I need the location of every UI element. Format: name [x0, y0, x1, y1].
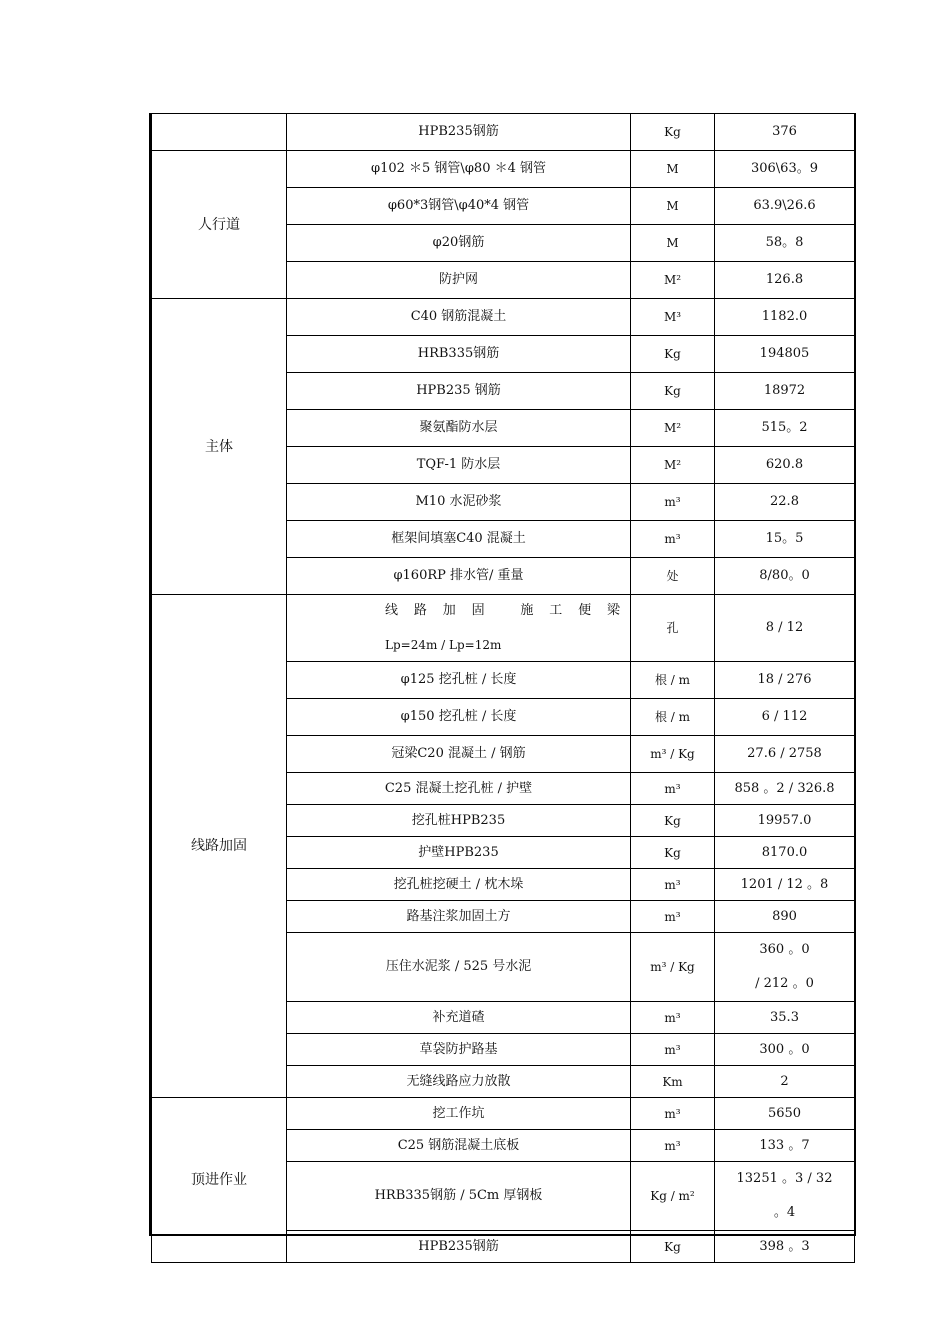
unit-cell: Kg — [631, 805, 715, 837]
quantity-cell: 18972 — [715, 373, 855, 410]
quantity-cell: 398 。3 — [715, 1231, 855, 1263]
unit-cell: Kg — [631, 373, 715, 410]
unit-cell: Kg — [631, 1231, 715, 1263]
quantity-cell: 5650 — [715, 1098, 855, 1130]
item-cell: 挖孔桩挖硬土 / 枕木垛 — [287, 869, 631, 901]
unit-cell: M — [631, 225, 715, 262]
item-cell: HRB335钢筋 / 5Cm 厚钢板 — [287, 1162, 631, 1231]
quantity-cell: 1182.0 — [715, 299, 855, 336]
item-cell: HPB235 钢筋 — [287, 373, 631, 410]
item-cell: M10 水泥砂浆 — [287, 484, 631, 521]
item-cell: 压住水泥浆 / 525 号水泥 — [287, 933, 631, 1002]
item-cell: 聚氨酯防水层 — [287, 410, 631, 447]
unit-cell: m³ — [631, 521, 715, 558]
quantity-line-1: 13251 。3 / 32 — [736, 1171, 833, 1186]
quantity-cell: 8170.0 — [715, 837, 855, 869]
quantity-cell: 515。2 — [715, 410, 855, 447]
unit-cell: M² — [631, 262, 715, 299]
quantity-cell: 620.8 — [715, 447, 855, 484]
category-cell: 人行道 — [152, 151, 287, 299]
unit-cell: m³ — [631, 773, 715, 805]
unit-cell: Kg — [631, 837, 715, 869]
item-cell: C25 钢筋混凝土底板 — [287, 1130, 631, 1162]
item-cell: HRB335钢筋 — [287, 336, 631, 373]
unit-cell: 根 / m — [631, 699, 715, 736]
table-row — [152, 114, 855, 151]
category-cell — [152, 114, 287, 151]
item-cell: 挖孔桩HPB235 — [287, 805, 631, 837]
unit-cell: m³ — [631, 1034, 715, 1066]
item-cell — [287, 595, 631, 662]
item-cell: 挖工作坑 — [287, 1098, 631, 1130]
unit-cell: M — [631, 188, 715, 225]
unit-cell: m³ / Kg — [631, 736, 715, 773]
unit-cell: m³ / Kg — [631, 933, 715, 1002]
item-cell: φ102 ＊5 钢管\φ80 ＊4 钢管 — [287, 151, 631, 188]
table-row — [152, 151, 855, 188]
quantity-cell: 22.8 — [715, 484, 855, 521]
item-cell: HPB235钢筋 — [287, 1231, 631, 1263]
category-cell: 线路加固 — [152, 595, 287, 1098]
table-row — [152, 595, 855, 662]
quantity-cell: 2 — [715, 1066, 855, 1098]
quantity-cell — [715, 1162, 855, 1231]
item-cell: 防护网 — [287, 262, 631, 299]
unit-cell: M² — [631, 410, 715, 447]
category-cell: 主体 — [152, 299, 287, 595]
unit-cell: 根 / m — [631, 662, 715, 699]
quantity-cell: 6 / 112 — [715, 699, 855, 736]
quantity-cell: 58。8 — [715, 225, 855, 262]
item-cell: HPB235钢筋 — [287, 114, 631, 151]
item-cell: 框架间填塞C40 混凝土 — [287, 521, 631, 558]
item-cell: TQF-1 防水层 — [287, 447, 631, 484]
item-cell: C25 混凝土挖孔桩 / 护壁 — [287, 773, 631, 805]
category-cell: 顶进作业 — [152, 1098, 287, 1263]
quantity-line-2: 。4 — [773, 1205, 796, 1220]
quantity-cell: 858 。2 / 326.8 — [715, 773, 855, 805]
item-cell: 草袋防护路基 — [287, 1034, 631, 1066]
item-cell: φ160RP 排水管/ 重量 — [287, 558, 631, 595]
unit-cell: M² — [631, 447, 715, 484]
unit-cell: m³ — [631, 901, 715, 933]
unit-cell: m³ — [631, 484, 715, 521]
unit-cell: m³ — [631, 1098, 715, 1130]
quantity-cell — [715, 933, 855, 1002]
table-row — [152, 1098, 855, 1130]
item-cell: 冠梁C20 混凝土 / 钢筋 — [287, 736, 631, 773]
quantity-cell: 18 / 276 — [715, 662, 855, 699]
quantity-cell: 15。5 — [715, 521, 855, 558]
item-cell: φ125 挖孔桩 / 长度 — [287, 662, 631, 699]
unit-cell: Km — [631, 1066, 715, 1098]
unit-cell: Kg — [631, 114, 715, 151]
unit-cell: Kg / m² — [631, 1162, 715, 1231]
unit-cell: m³ — [631, 1002, 715, 1034]
quantity-table — [151, 113, 855, 1263]
table-row — [152, 299, 855, 336]
unit-cell: m³ — [631, 1130, 715, 1162]
quantity-cell: 133 。7 — [715, 1130, 855, 1162]
item-cell: 护壁HPB235 — [287, 837, 631, 869]
quantity-cell: 890 — [715, 901, 855, 933]
quantity-line-1: 360 。0 — [759, 942, 810, 957]
item-cell: φ20钢筋 — [287, 225, 631, 262]
quantity-cell: 35.3 — [715, 1002, 855, 1034]
item-cell: φ60*3钢管\φ40*4 钢管 — [287, 188, 631, 225]
item-subtext: Lp=24m / Lp=12m — [385, 638, 502, 652]
unit-cell: Kg — [631, 336, 715, 373]
unit-cell: m³ — [631, 869, 715, 901]
quantity-cell: 63.9\26.6 — [715, 188, 855, 225]
unit-cell: 孔 — [631, 595, 715, 662]
unit-cell: M³ — [631, 299, 715, 336]
unit-cell: M — [631, 151, 715, 188]
quantity-cell: 8/80。0 — [715, 558, 855, 595]
item-cell: 无缝线路应力放散 — [287, 1066, 631, 1098]
quantity-cell: 27.6 / 2758 — [715, 736, 855, 773]
quantity-cell: 19957.0 — [715, 805, 855, 837]
item-cell: 补充道碴 — [287, 1002, 631, 1034]
quantity-cell: 8 / 12 — [715, 595, 855, 662]
quantity-line-2: / 212 。0 — [755, 976, 814, 991]
quantity-cell: 306\63。9 — [715, 151, 855, 188]
quantity-cell: 194805 — [715, 336, 855, 373]
item-cell: 路基注浆加固土方 — [287, 901, 631, 933]
unit-cell: 处 — [631, 558, 715, 595]
item-cell: C40 钢筋混凝土 — [287, 299, 631, 336]
quantity-table-frame — [149, 113, 856, 1254]
item-text: 线路加固 施工便梁 — [385, 603, 622, 618]
quantity-cell: 1201 / 12 。8 — [715, 869, 855, 901]
item-cell: φ150 挖孔桩 / 长度 — [287, 699, 631, 736]
quantity-cell: 376 — [715, 114, 855, 151]
quantity-cell: 300 。0 — [715, 1034, 855, 1066]
quantity-cell: 126.8 — [715, 262, 855, 299]
